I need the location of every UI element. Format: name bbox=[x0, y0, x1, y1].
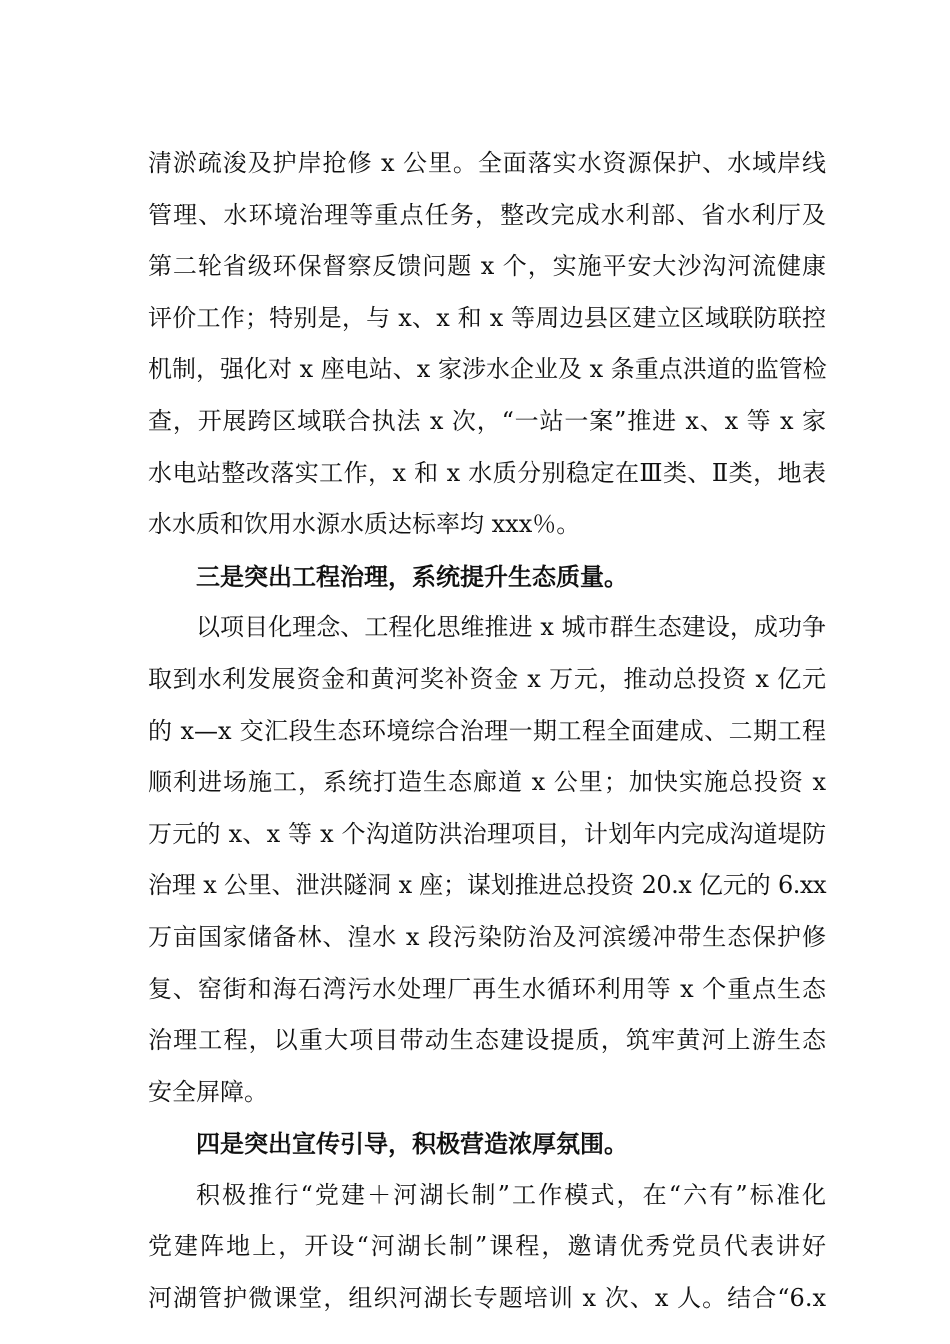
body-line-4: 评价工作；特别是，与 x、x 和 x 等周边县区建立区域联防联控 bbox=[148, 303, 826, 332]
body-line-21: 积极推行“党建＋河湖长制”工作模式，在“六有”标准化 bbox=[196, 1180, 826, 1209]
body-line-5: 机制，强化对 x 座电站、x 家涉水企业及 x 条重点洪道的监管检 bbox=[148, 355, 827, 384]
body-line-6: 查，开展跨区域联合执法 x 次，“一站一案”推进 x、x 等 x 家 bbox=[148, 406, 826, 435]
body-line-22: 党建阵地上，开设“河湖长制”课程，邀请优秀党员代表讲好 bbox=[148, 1232, 826, 1261]
body-line-16: 万亩国家储备林、湟水 x 段污染防治及河滨缓冲带生态保护修 bbox=[148, 922, 826, 951]
body-line-19: 安全屏障。 bbox=[148, 1077, 268, 1106]
section-heading-4: 四是突出宣传引导，积极营造浓厚氛围。 bbox=[196, 1129, 628, 1159]
body-line-12: 的 x—x 交汇段生态环境综合治理一期工程全面建成、二期工程 bbox=[148, 716, 826, 745]
body-line-8: 水水质和饮用水源水质达标率均 xxx％。 bbox=[148, 510, 581, 539]
body-line-2: 管理、水环境治理等重点任务，整改完成水利部、省水利厅及 bbox=[148, 200, 826, 229]
body-line-3: 第二轮省级环保督察反馈问题 x 个，实施平安大沙沟河流健康 bbox=[148, 252, 826, 281]
body-line-14: 万元的 x、x 等 x 个沟道防洪治理项目，计划年内完成沟道堤防 bbox=[148, 819, 826, 848]
body-line-18: 治理工程，以重大项目带动生态建设提质，筑牢黄河上游生态 bbox=[148, 1026, 826, 1055]
body-line-11: 取到水利发展资金和黄河奖补资金 x 万元，推动总投资 x 亿元 bbox=[148, 664, 826, 693]
body-line-17: 复、窑街和海石湾污水处理厂再生水循环利用等 x 个重点生态 bbox=[148, 974, 826, 1003]
document-body bbox=[148, 138, 826, 1325]
body-line-23: 河湖管护微课堂，组织河湖长专题培训 x 次、x 人。结合“6.x bbox=[148, 1284, 826, 1313]
body-line-13: 顺利进场施工，系统打造生态廊道 x 公里；加快实施总投资 x bbox=[148, 768, 826, 797]
body-line-1: 清淤疏浚及护岸抢修 x 公里。全面落实水资源保护、水域岸线 bbox=[148, 149, 826, 177]
body-line-7: 水电站整改落实工作，x 和 x 水质分别稳定在Ⅲ类、Ⅱ类，地表 bbox=[148, 458, 826, 487]
section-heading-3: 三是突出工程治理，系统提升生态质量。 bbox=[196, 561, 628, 591]
body-line-15: 治理 x 公里、泄洪隧洞 x 座；谋划推进总投资 20.x 亿元的 6.xx bbox=[148, 871, 826, 900]
body-line-10: 以项目化理念、工程化思维推进 x 城市群生态建设，成功争 bbox=[196, 613, 826, 642]
